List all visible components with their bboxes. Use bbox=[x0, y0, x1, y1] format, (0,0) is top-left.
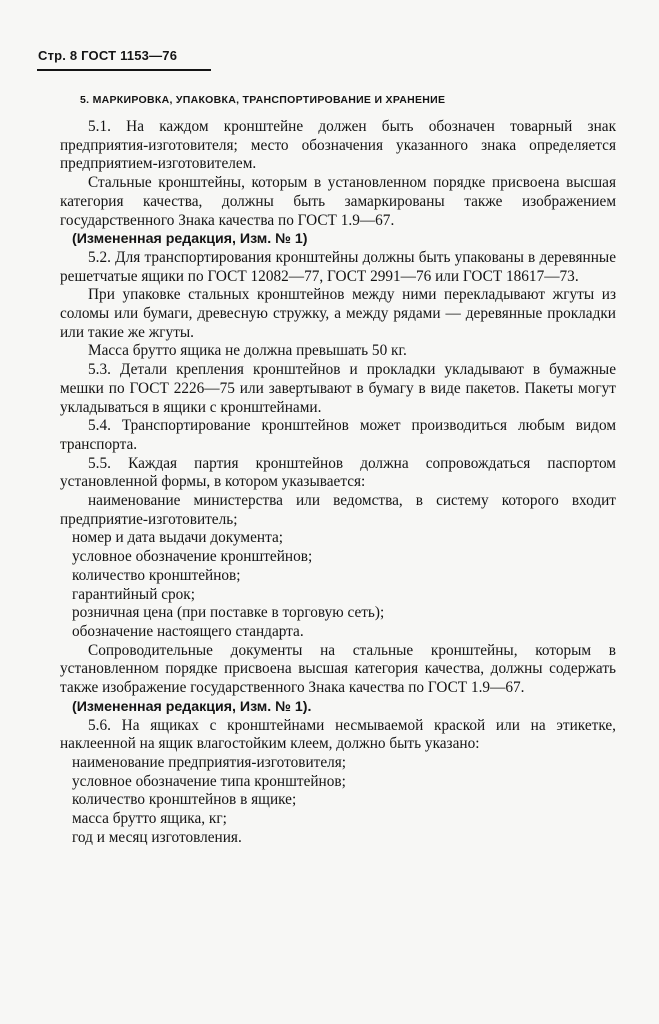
change-note: (Измененная редакция, Изм. № 1). bbox=[72, 698, 312, 715]
paragraph-5-2-packing: При упаковке стальных кронштейнов между ними перекладывают жгуты из соломы или бумаги, древесную стружку, а между рядами — деревянные прокладки или такие же жгуты. bbox=[60, 286, 616, 341]
paragraph-5-1-quality: Стальные кронштейны, которым в установленном порядке присвоена высшая категория качества, должны быть замаркированы также изображением государственного Знака качества по ГОСТ 1.9—67. bbox=[60, 174, 616, 229]
list-item: наименование министерства или ведомства, в систему которого входит предприятие-изготовитель; bbox=[60, 492, 616, 528]
paragraph-5-2: 5.2. Для транспортирования кронштейны должны быть упакованы в деревянные решетчатые ящики по ГОСТ 12082—77, ГОСТ 2991—76 или ГОСТ 18617—73. bbox=[60, 248, 616, 285]
paragraph-5-4: 5.4. Транспортирование кронштейнов может производиться любым видом транспорта. bbox=[60, 417, 616, 453]
list-item: наименование предприятия-изготовителя; bbox=[72, 753, 347, 771]
list-item: розничная цена (при поставке в торговую сеть); bbox=[72, 604, 385, 622]
list-item: масса брутто ящика, кг; bbox=[72, 810, 227, 828]
list-item: год и месяц изготовления. bbox=[72, 828, 242, 846]
paragraph-5-1: 5.1. На каждом кронштейне должен быть обозначен товарный знак предприятия-изготовителя; место обозначения указанного знака определяется предприятием-изготовителем. bbox=[60, 118, 616, 173]
paragraph-5-2-mass: Масса брутто ящика не должна превышать 50 кг. bbox=[88, 342, 407, 360]
list-item: количество кронштейнов; bbox=[72, 566, 241, 584]
list-item: условное обозначение кронштейнов; bbox=[72, 548, 313, 566]
paragraph-5-5-documents: Сопроводительные документы на стальные кронштейны, которым в установленном порядке присвоена высшая категория качества, должны содержать также изображение государственного Знака качества по ГОСТ 1.9—67. bbox=[60, 641, 616, 697]
list-item: номер и дата выдачи документа; bbox=[72, 529, 283, 547]
paragraph-5-5: 5.5. Каждая партия кронштейнов должна сопровождаться паспортом установленной формы, в котором указывается: bbox=[60, 454, 616, 491]
page-header: Стр. 8 ГОСТ 1153—76 bbox=[38, 48, 178, 63]
list-item: гарантийный срок; bbox=[72, 585, 195, 603]
paragraph-5-6: 5.6. На ящиках с кронштейнами несмываемой краской или на этикетке, наклеенной на ящик влагостойким клеем, должно быть указано: bbox=[60, 716, 616, 753]
list-item: количество кронштейнов в ящике; bbox=[72, 791, 297, 809]
document-body bbox=[60, 118, 616, 847]
section-title: 5. МАРКИРОВКА, УПАКОВКА, ТРАНСПОРТИРОВАНИЕ И ХРАНЕНИЕ bbox=[80, 94, 446, 106]
list-item: условное обозначение типа кронштейнов; bbox=[72, 772, 346, 790]
list-item: обозначение настоящего стандарта. bbox=[72, 622, 304, 640]
change-note: (Измененная редакция, Изм. № 1) bbox=[72, 231, 308, 248]
header-rule bbox=[37, 69, 211, 71]
paragraph-5-3: 5.3. Детали крепления кронштейнов и прокладки укладывают в бумажные мешки по ГОСТ 2226—75 или завертывают в бумагу в виде пакетов. Пакеты могут укладываться в ящики с кронштейнами. bbox=[60, 361, 616, 416]
